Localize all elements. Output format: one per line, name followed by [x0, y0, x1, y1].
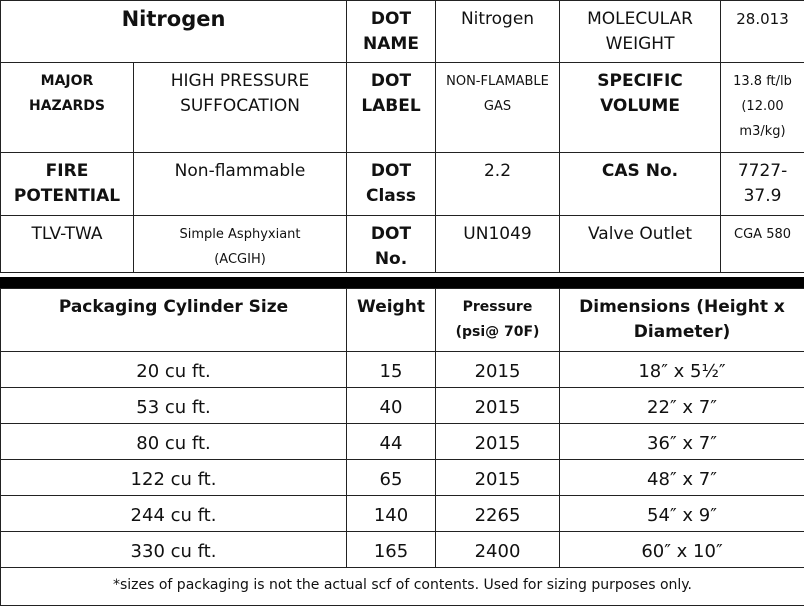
cell-pressure: 2015 — [436, 352, 560, 388]
header-dimensions: Dimensions (Height x Diameter) — [560, 289, 804, 352]
packaging-header-row — [1, 289, 804, 352]
major-hazards-label: MAJOR HAZARDS — [1, 63, 134, 153]
properties-row-1 — [1, 1, 804, 63]
molecular-weight-label: MOLECULAR WEIGHT — [560, 1, 721, 63]
major-hazards-value: HIGH PRESSURE SUFFOCATION — [134, 63, 347, 153]
cell-dimensions: 54″ x 9″ — [560, 496, 804, 532]
cell-pressure: 2015 — [436, 460, 560, 496]
cell-size: 244 cu ft. — [1, 496, 347, 532]
cell-weight: 65 — [347, 460, 436, 496]
packaging-table — [0, 288, 804, 606]
specific-volume-label: SPECIFIC VOLUME — [560, 63, 721, 153]
cell-weight: 140 — [347, 496, 436, 532]
cell-dimensions: 60″ x 10″ — [560, 532, 804, 568]
dot-number-label: DOT No. — [347, 216, 436, 273]
header-pressure: Pressure (psi@ 70F) — [436, 289, 560, 352]
table-row — [1, 388, 804, 424]
dot-label-value: NON-FLAMABLE GAS — [436, 63, 560, 153]
cell-dimensions: 22″ x 7″ — [560, 388, 804, 424]
dot-name-value: Nitrogen — [436, 1, 560, 63]
cell-size: 330 cu ft. — [1, 532, 347, 568]
properties-row-3 — [1, 153, 804, 216]
table-row — [1, 532, 804, 568]
cell-size: 53 cu ft. — [1, 388, 347, 424]
cell-pressure: 2015 — [436, 388, 560, 424]
cell-size: 80 cu ft. — [1, 424, 347, 460]
specific-volume-value: 13.8 ft/lb (12.00 m3/kg) — [721, 63, 804, 153]
tlv-twa-value: Simple Asphyxiant (ACGIH) — [134, 216, 347, 273]
cell-size: 20 cu ft. — [1, 352, 347, 388]
dot-number-value: UN1049 — [436, 216, 560, 273]
table-row — [1, 352, 804, 388]
fire-potential-value: Non-flammable — [134, 153, 347, 216]
gas-name-title: Nitrogen — [1, 1, 347, 63]
header-weight: Weight — [347, 289, 436, 352]
cell-weight: 15 — [347, 352, 436, 388]
properties-row-4 — [1, 216, 804, 273]
properties-table — [0, 0, 804, 273]
dot-class-label: DOT Class — [347, 153, 436, 216]
cas-number-value: 7727- 37.9 — [721, 153, 804, 216]
cell-weight: 40 — [347, 388, 436, 424]
cell-weight: 44 — [347, 424, 436, 460]
table-row — [1, 424, 804, 460]
properties-row-2 — [1, 63, 804, 153]
fire-potential-label: FIRE POTENTIAL — [1, 153, 134, 216]
valve-outlet-label: Valve Outlet — [560, 216, 721, 273]
molecular-weight-value: 28.013 — [721, 1, 804, 63]
tlv-twa-label: TLV-TWA — [1, 216, 134, 273]
dot-name-label: DOT NAME — [347, 1, 436, 63]
cell-pressure: 2400 — [436, 532, 560, 568]
cell-dimensions: 36″ x 7″ — [560, 424, 804, 460]
header-cylinder-size: Packaging Cylinder Size — [1, 289, 347, 352]
cell-weight: 165 — [347, 532, 436, 568]
table-row — [1, 496, 804, 532]
section-divider — [0, 277, 804, 288]
table-row — [1, 460, 804, 496]
dot-class-value: 2.2 — [436, 153, 560, 216]
valve-outlet-value: CGA 580 — [721, 216, 804, 273]
cell-dimensions: 18″ x 5½″ — [560, 352, 804, 388]
dot-label-label: DOT LABEL — [347, 63, 436, 153]
cas-number-label: CAS No. — [560, 153, 721, 216]
cell-size: 122 cu ft. — [1, 460, 347, 496]
cell-pressure: 2015 — [436, 424, 560, 460]
footnote-row — [1, 568, 804, 606]
footnote: *sizes of packaging is not the actual scf of contents. Used for sizing purposes only. — [1, 568, 804, 606]
cell-dimensions: 48″ x 7″ — [560, 460, 804, 496]
cell-pressure: 2265 — [436, 496, 560, 532]
